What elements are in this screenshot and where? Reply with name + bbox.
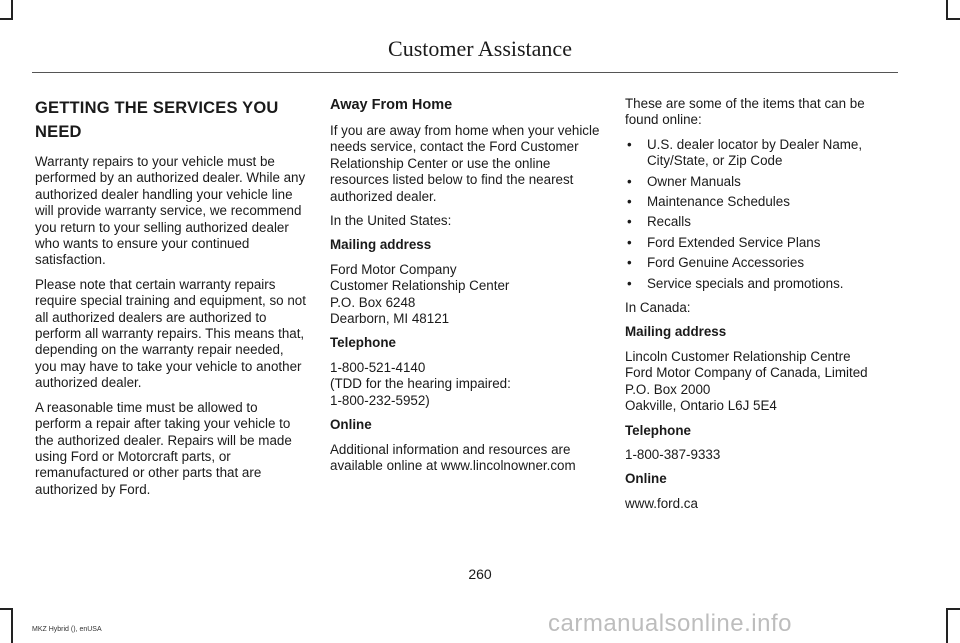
paragraph: Warranty repairs to your vehicle must be performed by an authorized dealer. While any authorized dealer handling your vehicle line will provide warranty service, we recommend you return to your selling authorized dealer who wants to ensure your continued satisfaction. xyxy=(35,154,306,268)
list-item-text: Service specials and promotions. xyxy=(647,275,844,291)
subsection-heading: Away From Home xyxy=(330,97,453,113)
canada-phone: 1-800-387-9333 xyxy=(625,446,721,462)
bullet-icon: • xyxy=(627,255,632,271)
us-label: In the United States: xyxy=(330,213,452,229)
list-item xyxy=(625,255,897,271)
address-line: Ford Motor Company of Canada, Limited xyxy=(625,365,868,381)
list-item-text: U.S. dealer locator by Dealer Name, City/State, or Zip Code xyxy=(647,136,863,169)
phone-line: 1-800-521-4140 xyxy=(330,359,426,375)
bullet-icon: • xyxy=(627,173,632,189)
page-number: 260 xyxy=(468,566,492,582)
mailing-label: Mailing address xyxy=(625,324,727,340)
online-items-list xyxy=(625,137,897,292)
telephone-label: Telephone xyxy=(330,335,396,351)
column-services xyxy=(35,96,307,506)
paragraph: Please note that certain warranty repairs require special training and equipment, so not all authorized dealers are authorized to perform all warranty repairs. This means that, depending on the warranty repair needed, you may have to take your vehicle to another authorized dealer. xyxy=(35,276,306,391)
address-line: Oakville, Ontario L6J 5E4 xyxy=(625,398,777,414)
list-item-text: Ford Extended Service Plans xyxy=(647,234,821,250)
address-line: Lincoln Customer Relationship Centre xyxy=(625,348,851,364)
crop-mark xyxy=(0,608,13,610)
bullet-icon: • xyxy=(627,136,632,152)
list-item-text: Ford Genuine Accessories xyxy=(647,255,805,271)
canada-address xyxy=(625,349,897,415)
us-address xyxy=(330,262,602,328)
list-item xyxy=(625,235,897,251)
heading-line-1: GETTING THE SERVICES YOU xyxy=(35,99,279,117)
phone-line: 1-800-232-5952) xyxy=(330,392,430,408)
bullet-icon: • xyxy=(627,234,632,250)
mailing-label: Mailing address xyxy=(330,237,432,253)
paragraph: These are some of the items that can be found online: xyxy=(625,96,865,128)
document-code: MKZ Hybrid (), enUSA xyxy=(32,626,102,633)
address-line: P.O. Box 2000 xyxy=(625,381,711,397)
list-item xyxy=(625,174,897,190)
address-line: Ford Motor Company xyxy=(330,261,457,277)
column-away-from-home xyxy=(330,96,602,482)
bullet-icon: • xyxy=(627,214,632,230)
paragraph: A reasonable time must be allowed to perform a repair after taking your vehicle to the authorized dealer. Repairs will be made using Ford or Motorcraft parts, or remanufactured or other parts that are authorized by Ford. xyxy=(35,399,292,497)
address-line: Customer Relationship Center xyxy=(330,278,510,294)
online-url: www.ford.ca xyxy=(625,495,698,511)
crop-mark xyxy=(11,0,13,20)
phone-line: (TDD for the hearing impaired: xyxy=(330,376,511,392)
list-item-text: Recalls xyxy=(647,214,691,230)
page-title: Customer Assistance xyxy=(388,36,572,61)
paragraph: If you are away from home when your vehicle needs service, contact the Ford Customer Relationship Center or use the online resources listed below to find the nearest authorized dealer. xyxy=(330,123,600,204)
list-item xyxy=(625,137,897,170)
canada-label: In Canada: xyxy=(625,300,691,316)
crop-mark xyxy=(946,0,948,20)
bullet-icon: • xyxy=(627,275,632,291)
bullet-icon: • xyxy=(627,194,632,210)
online-text: Additional information and resources are available online at www.lincolnowner.com xyxy=(330,441,576,473)
telephone-label: Telephone xyxy=(625,422,691,438)
us-phone xyxy=(330,360,602,409)
watermark: carmanualsonline.info xyxy=(548,610,792,637)
list-item-text: Owner Manuals xyxy=(647,173,741,189)
list-item xyxy=(625,276,897,292)
list-item xyxy=(625,214,897,230)
crop-mark xyxy=(11,608,13,643)
list-item-text: Maintenance Schedules xyxy=(647,194,790,210)
section-heading xyxy=(35,96,307,144)
crop-mark xyxy=(0,18,13,20)
online-label: Online xyxy=(330,417,372,433)
heading-line-2: NEED xyxy=(35,123,82,141)
crop-mark xyxy=(946,608,948,643)
header-divider xyxy=(32,72,898,73)
online-label: Online xyxy=(625,471,667,487)
crop-mark xyxy=(946,608,960,610)
column-online-items xyxy=(625,96,897,520)
crop-mark xyxy=(946,18,960,20)
list-item xyxy=(625,194,897,210)
address-line: Dearborn, MI 48121 xyxy=(330,311,450,327)
address-line: P.O. Box 6248 xyxy=(330,294,416,310)
